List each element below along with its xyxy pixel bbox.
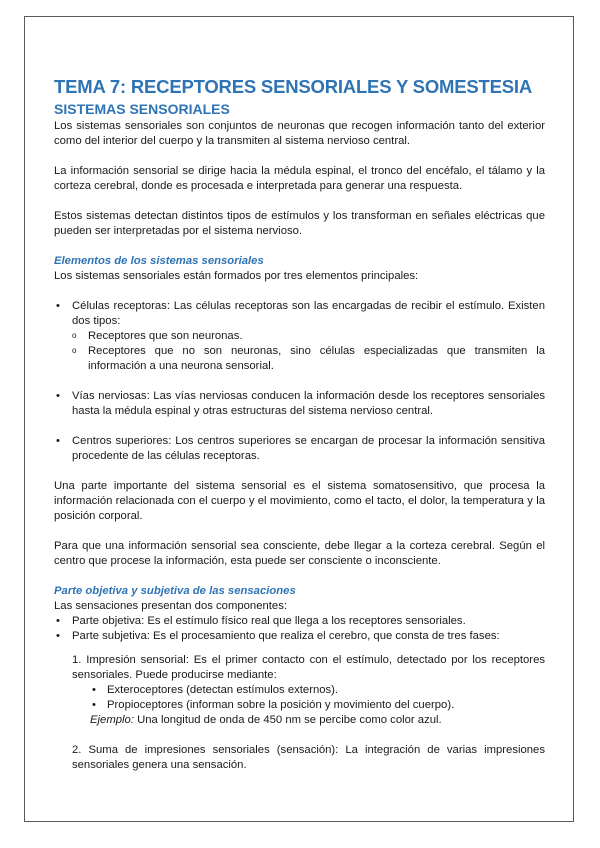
example-label: Ejemplo: — [90, 714, 134, 726]
paragraph: Los sistemas sensoriales están formados por tres elementos principales: — [54, 270, 419, 282]
list-item: • Vías nerviosas: Las vías nerviosas conducen la información desde los receptores sensoriales hasta la médula espinal y otras estructuras del sistema nervioso central. — [54, 389, 545, 419]
paragraph: La información sensorial se dirige hacia la médula espinal, el tronco del encéfalo, el tálamo y la corteza cerebral, donde es procesada e interpretada para generar una respuesta. — [54, 165, 545, 192]
sub-list-item: o Receptores que son neuronas. — [54, 329, 545, 344]
sub-list-item: • Exteroceptores (detectan estímulos externos). — [54, 683, 545, 698]
sub-list-item: o Receptores que no son neuronas, sino células especializadas que transmiten la información a una neurona sensorial. — [54, 344, 545, 374]
paragraph: Las sensaciones presentan dos componentes: — [54, 600, 287, 612]
list-item: • Parte subjetiva: Es el procesamiento que realiza el cerebro, que consta de tres fases: — [54, 629, 545, 644]
example-line — [54, 713, 545, 728]
paragraph: Una parte importante del sistema sensorial es el sistema somatosensitivo, que procesa la información relacionada con el cuerpo y el movimiento, como el tacto, el dolor, la temperatura y la posición corporal. — [54, 480, 545, 522]
elements-list — [54, 389, 545, 419]
example-text: Una longitud de onda de 450 nm se percibe como color azul. — [133, 714, 442, 726]
section-heading-elementos: Elementos de los sistemas sensoriales — [54, 255, 264, 267]
list-item: • Centros superiores: Los centros superiores se encargan de procesar la información sensitiva procedente de las células receptoras. — [54, 434, 545, 464]
phase-1: 1. Impresión sensorial: Es el primer contacto con el estímulo, detectado por los receptores sensoriales. Puede producirse mediante: — [72, 654, 545, 681]
list-item: • Células receptoras: Las células receptoras son las encargadas de recibir el estímulo. Existen dos tipos: — [54, 299, 545, 329]
elements-list — [54, 434, 545, 464]
sub-list-item: • Propioceptores (informan sobre la posición y movimiento del cuerpo). — [54, 698, 545, 713]
phase-2: 2. Suma de impresiones sensoriales (sensación): La integración de varias impresiones sensoriales genera una sensación. — [72, 744, 545, 771]
receptors-list — [54, 683, 545, 713]
paragraph: Los sistemas sensoriales son conjuntos de neuronas que recogen información tanto del exterior como del interior del cuerpo y la transmiten al sistema nervioso central. — [54, 120, 545, 147]
elements-list — [54, 299, 545, 374]
paragraph: Para que una información sensorial sea consciente, debe llegar a la corteza cerebral. Según el centro que procese la información, esta puede ser consciente o inconsciente. — [54, 540, 545, 567]
document-title: TEMA 7: RECEPTORES SENSORIALES Y SOMESTESIA — [54, 76, 532, 97]
document-body — [54, 76, 545, 773]
components-list — [54, 614, 545, 644]
paragraph: Estos sistemas detectan distintos tipos de estímulos y los transforman en señales eléctricas que pueden ser interpretadas por el sistema nervioso. — [54, 210, 545, 237]
list-item: • Parte objetiva: Es el estímulo físico real que llega a los receptores sensoriales. — [54, 614, 545, 629]
section-heading-sensaciones: Parte objetiva y subjetiva de las sensaciones — [54, 585, 296, 597]
section-heading-sistemas: SISTEMAS SENSORIALES — [54, 101, 230, 117]
